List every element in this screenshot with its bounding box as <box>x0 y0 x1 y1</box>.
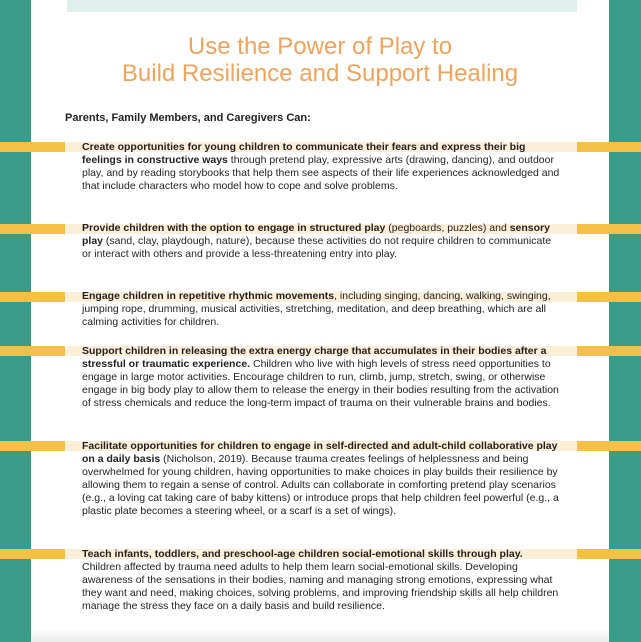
tip-heading-secondary: sensory play <box>82 222 550 247</box>
page-bottom-fade <box>31 628 609 642</box>
tip-paragraph-1 <box>82 141 560 193</box>
tip-body: Children affected by trauma need adults to help them learn social-emotional skills. Developing awareness of the sensations in their bodies, naming and managing strong emotions, expressing what they want and need, making choices, solving problems, and improving friendship skills all help children manage the stress they face on a daily basis and build resilience. <box>82 561 559 612</box>
tip-paragraph-4 <box>82 345 560 410</box>
tip-body: , including singing, dancing, walking, swinging, jumping rope, drumming, musical activities, stretching, meditation, and deep breathing, which are all calming activities for children. <box>82 290 551 328</box>
tip-heading: Support children in releasing the extra energy charge that accumulates in their bodies after a stressful or traumatic experience. <box>82 345 547 370</box>
section-subtitle: Parents, Family Members, and Caregivers Can: <box>65 112 311 124</box>
tip-body: Children who live with high levels of stress need opportunities to engage in large motor activities. Encourage children to run, climb, jump, stretch, swing, or otherwise engage in big body play to allow them to release the energy in their bodies resulting from the activation of stress chemicals and reduce the long-term impact of trauma on their vulnerable brains and bodies. <box>82 358 559 409</box>
tip-heading: Create opportunities for young children to communicate their fears and express their big feelings in constructive ways <box>82 141 526 166</box>
tip-body: (pegboards, puzzles) and <box>385 222 510 234</box>
tip-heading: Facilitate opportunities for children to engage in self-directed and adult-child collaborative play on a daily basis <box>82 440 558 465</box>
tip-body-secondary: (sand, clay, playdough, nature), because these activities do not require children to communicate or interact with others and provide a less-threatening entry into play. <box>82 235 552 260</box>
tip-heading: Engage children in repetitive rhythmic movements <box>82 290 335 302</box>
title-line-2: Build Resilience and Support Healing <box>121 60 519 87</box>
tip-paragraph-2 <box>82 222 560 261</box>
tip-paragraph-5 <box>82 440 560 518</box>
tip-paragraph-6 <box>82 548 560 613</box>
tip-body: through pretend play, expressive arts (drawing, dancing), and outdoor play, and by reading storybooks that help them see aspects of their life experiences acknowledged and that include characters who model how to cope and solve problems. <box>82 154 560 192</box>
page-title <box>31 33 609 87</box>
tip-heading: Teach infants, toddlers, and preschool-age children social-emotional skills through play. <box>82 548 523 560</box>
tip-paragraph-3 <box>82 290 560 329</box>
tip-heading: Provide children with the option to engage in structured play <box>82 222 386 234</box>
title-line-1: Use the Power of Play to <box>187 33 453 60</box>
top-strip <box>67 0 577 12</box>
tip-body: (Nicholson, 2019). Because trauma creates feelings of helplessness and being overwhelmed for young children, having opportunities to make choices in play builds their resilience by allowing them to regain a sense of control. Adults can collaborate in comforting pretend play scenarios (e.g., a loving cat taking care of baby kittens) or introduce props that help children feel powerful (e.g., a plastic plate becomes a steering wheel, or a scarf is a set of wings). <box>82 453 559 517</box>
